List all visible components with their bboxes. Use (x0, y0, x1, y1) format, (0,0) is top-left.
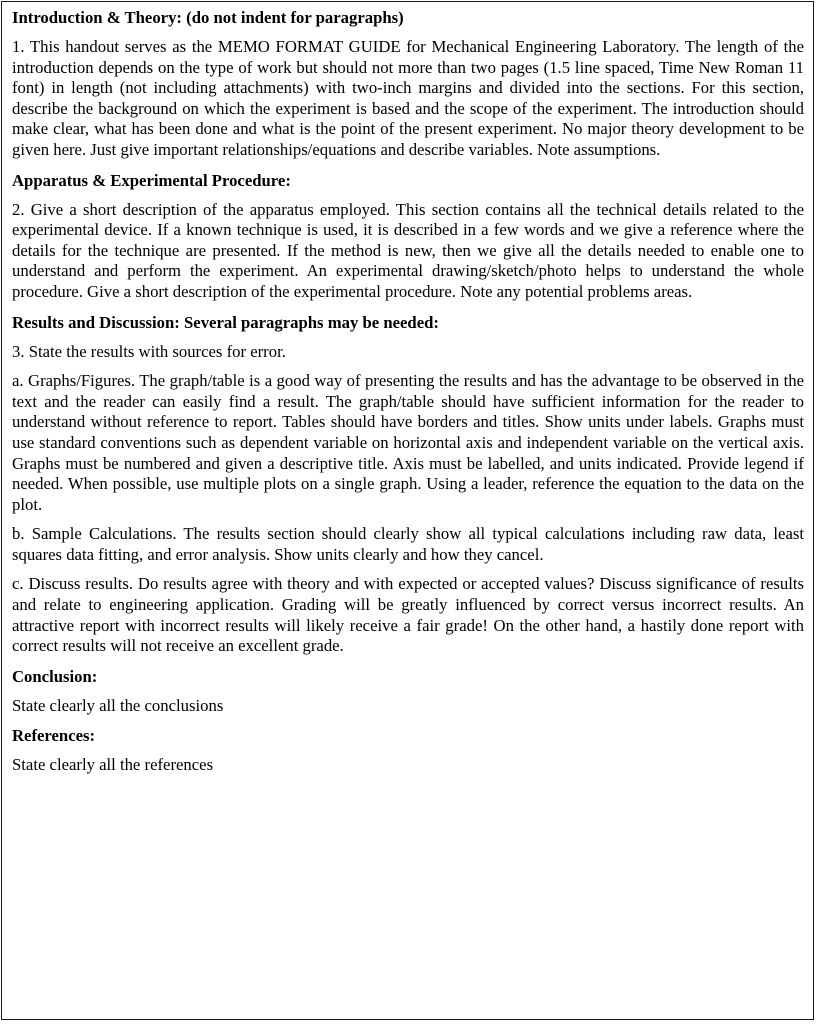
results-paragraph-graphs: a. Graphs/Figures. The graph/table is a good way of presenting the results and has the advantage to be observed in the text and the reader can easily find a result. The graph/table should have sufficient information for the reader to understand without reference to report. Tables should have borders and titles. Show units under labels. Graphs must use standard conventions such as dependent variable on horizontal axis and independent variable on the vertical axis. Graphs must be numbered and given a descriptive title. Axis must be labelled, and units indicated. Provide legend if needed. When possible, use multiple plots on a single graph. Using a leader, reference the equation to the data on the plot. (12, 371, 804, 514)
apparatus-heading: Apparatus & Experimental Procedure: (12, 170, 291, 190)
references-heading: References: (12, 726, 96, 746)
apparatus-paragraph: 2. Give a short description of the apparatus employed. This section contains all the technical details related to the experimental device. If a known technique is used, it is described in a few words and we give a reference where the details for the technique are presented. If the method is new, then we give all the details needed to enable one to understand and perform the experiment. An experimental drawing/sketch/photo helps to understand the whole procedure. Give a short description of the experimental procedure. Note any potential problems areas. (12, 199, 804, 301)
references-paragraph: State clearly all the references (12, 755, 214, 775)
results-paragraph-discussion: c. Discuss results. Do results agree with theory and with expected or accepted values? Discuss significance of results and relate to engineering application. Grading will be greatly influenced by correct versus incorrect results. An attractive report with incorrect results will likely receive a fair grade! On the other hand, a hastily done report with correct results will not receive an excellent grade. (12, 574, 804, 656)
intro-heading: Introduction & Theory: (do not indent for paragraphs) (12, 8, 404, 27)
intro-paragraph: 1. This handout serves as the MEMO FORMAT GUIDE for Mechanical Engineering Laboratory. The length of the introduction depends on the type of work but should not more than two pages (1.5 line spaced, Time New Roman 11 font) in length (not including attachments) with two-inch margins and divided into the sections. For this section, describe the background on which the experiment is based and the scope of the experiment. The introduction should make clear, what has been done and what is the point of the present experiment. No major theory development to be given here. Just give important relationships/equations and describe variables. Note assumptions. (12, 37, 804, 159)
document-frame (1, 1, 814, 1020)
conclusion-paragraph: State clearly all the conclusions (12, 695, 224, 715)
results-paragraph-calculations: b. Sample Calculations. The results section should clearly show all typical calculations including raw data, least squares data fitting, and error analysis. Show units clearly and how they cancel. (12, 524, 804, 564)
results-paragraph-intro: 3. State the results with sources for error. (12, 341, 286, 361)
conclusion-heading: Conclusion: (12, 666, 98, 686)
document-body (12, 7, 804, 785)
results-heading: Results and Discussion: Several paragraphs may be needed: (12, 312, 439, 332)
